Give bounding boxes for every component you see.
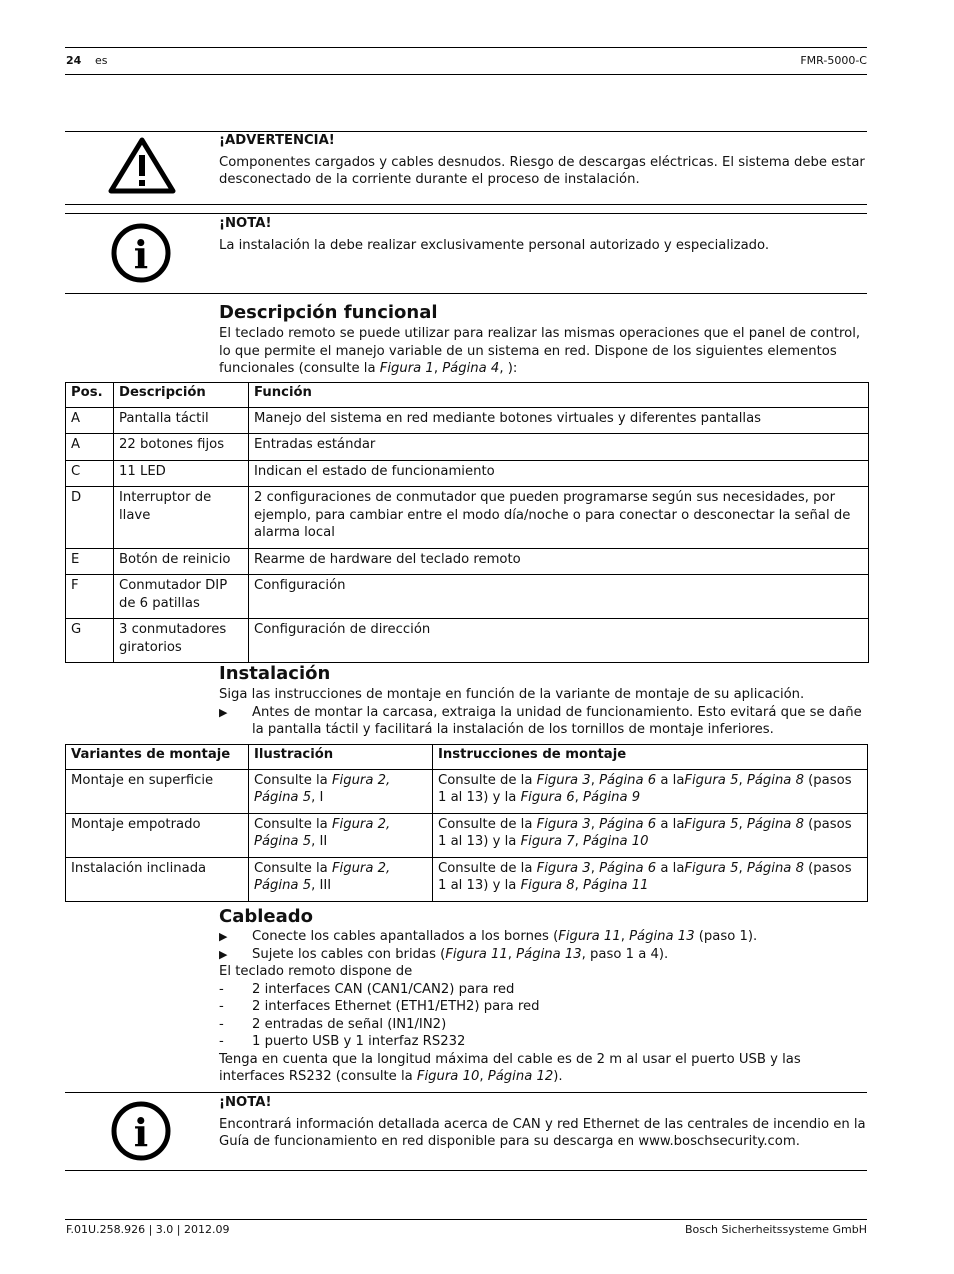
table-cell: F bbox=[66, 575, 114, 619]
table-row bbox=[66, 857, 868, 901]
warning-text: Componentes cargados y cables desnudos. Riesgo de descargas eléctricas. El sistema debe estar desconectado de la corriente durante el proceso de instalación. bbox=[219, 154, 865, 187]
ref-figure[interactable]: Figura 11 bbox=[445, 946, 508, 962]
table-row bbox=[66, 619, 869, 663]
ref-figure[interactable]: Figura 2, Página 5 bbox=[254, 772, 391, 805]
installation-text: Siga las instrucciones de montaje en función de la variante de montaje de su aplicación. bbox=[219, 687, 805, 702]
section-heading-description: Descripción funcional bbox=[219, 302, 438, 323]
wiring-bullet: ▶ Conecte los cables apantallados a los bornes (Figura 11, Página 13 (paso 1). bbox=[219, 929, 758, 944]
footer-rule bbox=[65, 1219, 867, 1220]
table-cell: E bbox=[66, 548, 114, 575]
table-cell: Conmutador DIP de 6 patillas bbox=[114, 575, 249, 619]
table-cell: G bbox=[66, 619, 114, 663]
ref-figure[interactable]: Figura 11 bbox=[558, 929, 621, 944]
warning-notice bbox=[219, 132, 867, 189]
table-cell: Configuración bbox=[249, 575, 869, 619]
table-cell: Interruptor de llave bbox=[114, 487, 249, 549]
column-header: Descripción bbox=[114, 383, 249, 408]
ref-page[interactable]: Página 10 bbox=[583, 834, 649, 849]
table-row bbox=[66, 813, 868, 857]
warning-triangle-icon bbox=[108, 136, 176, 194]
table-row bbox=[66, 460, 869, 487]
warning-bottom-rule bbox=[65, 204, 867, 205]
table-cell: Indican el estado de funcionamiento bbox=[249, 460, 869, 487]
table-cell: A bbox=[66, 434, 114, 461]
footer-doc-info: F.01U.258.926 | 3.0 | 2012.09 bbox=[66, 1223, 230, 1236]
ref-figure[interactable]: Figura 7 bbox=[520, 834, 575, 849]
ref-page[interactable]: Página 4 bbox=[442, 361, 500, 376]
ref-page[interactable]: Página 6 bbox=[599, 772, 657, 788]
ref-figure[interactable]: Figura 3 bbox=[536, 860, 591, 876]
ref-page[interactable]: Página 12 bbox=[487, 1069, 554, 1084]
header-bottom-rule bbox=[65, 74, 867, 75]
list-item: - 2 interfaces CAN (CAN1/CAN2) para red bbox=[219, 981, 515, 997]
ref-figure[interactable]: Figura 8 bbox=[520, 878, 575, 893]
installation-paragraph bbox=[219, 686, 867, 739]
table-cell: Consulte la Figura 2, Página 5, I bbox=[249, 769, 433, 813]
note1-top-rule bbox=[65, 213, 867, 214]
table-cell: Configuración de dirección bbox=[249, 619, 869, 663]
ref-figure[interactable]: Figura 3 bbox=[536, 772, 591, 788]
functional-elements-table bbox=[65, 382, 869, 663]
footer-company: Bosch Sicherheitssysteme GmbH bbox=[684, 1223, 867, 1236]
table-cell: A bbox=[66, 407, 114, 434]
bullet-text: Antes de montar la carcasa, extraiga la unidad de funcionamiento. Esto evitará que se dañe la pantalla táctil y facilitará la instalación de los tornillos de montaje inferiores. bbox=[252, 704, 862, 737]
table-header-row bbox=[66, 745, 868, 770]
ref-figure[interactable]: Figura 3 bbox=[536, 816, 591, 832]
column-header: Instrucciones de montaje bbox=[433, 745, 868, 770]
list-item: - 1 puerto USB y 1 interfaz RS232 bbox=[219, 1034, 466, 1049]
wiring-note-paragraph: Tenga en cuenta que la longitud máxima del cable es de 2 m al usar el puerto USB y las interfaces RS232 (consulte la Figura 10, Página 12). bbox=[219, 1051, 801, 1084]
table-row bbox=[66, 575, 869, 619]
table-row bbox=[66, 548, 869, 575]
ref-page[interactable]: Página 6 bbox=[599, 816, 657, 832]
column-header: Función bbox=[249, 383, 869, 408]
table-cell: Botón de reinicio bbox=[114, 548, 249, 575]
column-header: Pos. bbox=[66, 383, 114, 408]
language-code: es bbox=[95, 54, 108, 67]
table-row bbox=[66, 434, 869, 461]
table-cell: 11 LED bbox=[114, 460, 249, 487]
table-cell: Montaje empotrado bbox=[66, 813, 249, 857]
bullet-arrow-icon: ▶ bbox=[219, 930, 228, 943]
ref-figure[interactable]: Figura 10 bbox=[416, 1069, 480, 1084]
table-cell: 22 botones fijos bbox=[114, 434, 249, 461]
ref-separator: , bbox=[433, 361, 443, 376]
ref-page[interactable]: Página 8 bbox=[746, 860, 804, 876]
table-cell: Entradas estándar bbox=[249, 434, 869, 461]
ref-figure[interactable]: Figura 5 bbox=[684, 772, 739, 788]
ref-page[interactable]: Página 13 bbox=[516, 946, 582, 962]
table-cell: D bbox=[66, 487, 114, 549]
table-cell: Pantalla táctil bbox=[114, 407, 249, 434]
ref-page[interactable]: Página 6 bbox=[599, 860, 657, 876]
note1-bottom-rule bbox=[65, 293, 867, 294]
warning-title: ¡ADVERTENCIA! bbox=[219, 133, 335, 148]
table-cell: Consulte la Figura 2, Página 5, II bbox=[249, 813, 433, 857]
table-cell: Rearme de hardware del teclado remoto bbox=[249, 548, 869, 575]
ref-figure[interactable]: Figura 5 bbox=[684, 816, 739, 832]
table-header-row bbox=[66, 383, 869, 408]
ref-page[interactable]: Página 8 bbox=[746, 816, 804, 832]
table-row bbox=[66, 487, 869, 549]
ref-page[interactable]: Página 9 bbox=[583, 790, 641, 805]
description-text-end: , ): bbox=[499, 361, 518, 376]
note2-text: Encontrará información detallada acerca de CAN y red Ethernet de las centrales de incendio en la Guía de funcionamiento en red disponible para su descarga en www.boschsecurity.com. bbox=[219, 1116, 866, 1149]
info-icon bbox=[110, 222, 172, 284]
bullet-arrow-icon: ▶ bbox=[219, 705, 228, 719]
note2-title: ¡NOTA! bbox=[219, 1095, 272, 1110]
ref-figure[interactable]: Figura 6 bbox=[520, 790, 575, 805]
note1-text: La instalación la debe realizar exclusivamente personal autorizado y especializado. bbox=[219, 237, 770, 253]
ref-figure[interactable]: Figura 5 bbox=[684, 860, 739, 876]
table-cell: Instalación inclinada bbox=[66, 857, 249, 901]
table-cell: C bbox=[66, 460, 114, 487]
wiring-section bbox=[219, 928, 867, 1086]
ref-figure[interactable]: Figura 2, Página 5 bbox=[254, 816, 391, 849]
table-cell: Consulte de la Figura 3, Página 6 a laFigura 5, Página 8 (pasos 1 al 13) y la Figura 7, Página 10 bbox=[433, 813, 868, 857]
note1-notice bbox=[219, 215, 867, 254]
table-cell: Consulte la Figura 2, Página 5, III bbox=[249, 857, 433, 901]
mounting-table bbox=[65, 744, 868, 902]
table-cell: Consulte de la Figura 3, Página 6 a laFigura 5, Página 8 (pasos 1 al 13) y la Figura 6, Página 9 bbox=[433, 769, 868, 813]
description-text: El teclado remoto se puede utilizar para realizar las mismas operaciones que el panel de control, lo que permite el manejo variable de un sistema en red. Dispone de los siguientes elementos funcionales (consulte la bbox=[219, 326, 861, 376]
ref-page[interactable]: Página 8 bbox=[746, 772, 804, 788]
note2-bottom-rule bbox=[65, 1170, 867, 1171]
note1-title: ¡NOTA! bbox=[219, 216, 272, 231]
note2-top-rule bbox=[65, 1092, 867, 1093]
table-row bbox=[66, 769, 868, 813]
wiring-bullet: ▶ Sujete los cables con bridas (Figura 11, Página 13, paso 1 a 4). bbox=[219, 946, 669, 962]
installation-bullet bbox=[219, 704, 867, 739]
table-cell: Manejo del sistema en red mediante botones virtuales y diferentes pantallas bbox=[249, 407, 869, 434]
column-header: Ilustración bbox=[249, 745, 433, 770]
ref-figure[interactable]: Figura 2, Página 5 bbox=[254, 860, 391, 893]
page-number: 24 bbox=[66, 54, 82, 67]
info-icon bbox=[110, 1100, 172, 1162]
note2-notice bbox=[219, 1094, 867, 1151]
table-cell: 2 configuraciones de conmutador que pueden programarse según sus necesidades, por ejemplo, para cambiar entre el modo día/noche o para conectar o desconectar la señal de alarma local bbox=[249, 487, 869, 549]
list-item: - 2 interfaces Ethernet (ETH1/ETH2) para red bbox=[219, 999, 540, 1014]
table-cell: Montaje en superficie bbox=[66, 769, 249, 813]
table-row bbox=[66, 407, 869, 434]
document-id: FMR-5000-C bbox=[800, 54, 867, 67]
header-top-rule bbox=[65, 47, 867, 48]
table-cell: Consulte de la Figura 3, Página 6 a laFigura 5, Página 8 (pasos 1 al 13) y la Figura 8, Página 11 bbox=[433, 857, 868, 901]
wiring-intro: El teclado remoto dispone de bbox=[219, 964, 413, 979]
section-heading-wiring: Cableado bbox=[219, 906, 314, 927]
table-cell: 3 conmutadores giratorios bbox=[114, 619, 249, 663]
section-heading-installation: Instalación bbox=[219, 663, 331, 684]
svg-text:i: i bbox=[133, 232, 149, 277]
list-item: - 2 entradas de señal (IN1/IN2) bbox=[219, 1016, 447, 1032]
bullet-arrow-icon: ▶ bbox=[219, 947, 228, 961]
ref-page[interactable]: Página 11 bbox=[583, 878, 649, 893]
column-header: Variantes de montaje bbox=[66, 745, 249, 770]
ref-figure[interactable]: Figura 1 bbox=[379, 361, 434, 376]
ref-page[interactable]: Página 13 bbox=[629, 929, 695, 944]
svg-text:i: i bbox=[133, 1110, 149, 1155]
description-paragraph bbox=[219, 325, 867, 378]
